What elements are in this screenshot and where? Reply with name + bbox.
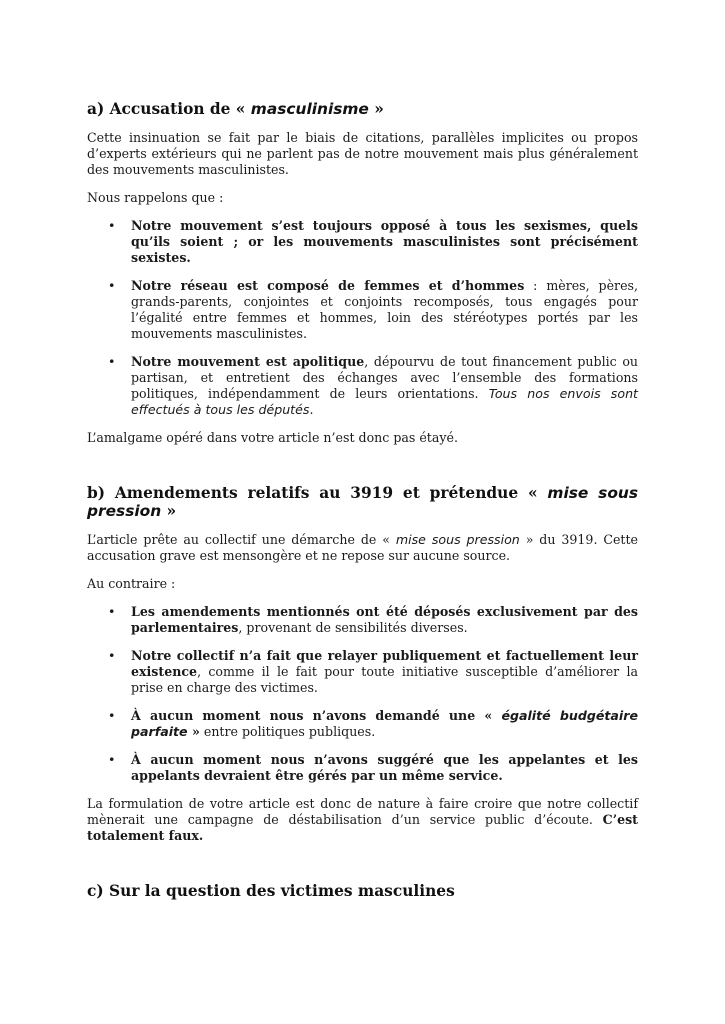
bullet-text: : mères, pères, grands-parents, conjointes et conjoints recomposés, tous engagés pour l’égalité entre femmes et hommes, loin des stéréotypes portés par les mouvements masculinistes. bbox=[131, 278, 638, 341]
bullet-bold-text: Notre mouvement s’est toujours opposé à tous les sexismes, quels qu’ils soient ; or les mouvements masculinistes sont précisément sexistes. bbox=[131, 218, 638, 265]
list-item bbox=[87, 354, 638, 418]
section-a-intro: Cette insinuation se fait par le biais de citations, parallèles implicites ou propos d’experts extérieurs qui ne parlent pas de notre mouvement mais plus généralement des mouvements masculinistes. bbox=[87, 130, 638, 177]
bullet-bold-text: Les amendements mentionnés ont été déposés exclusivement par des parlementaires bbox=[131, 604, 638, 635]
bullet-text-end: . bbox=[309, 402, 314, 417]
bullet-bold-italic-text: égalité budgétaire parfaite bbox=[131, 708, 638, 739]
bullet-text: entre politiques publiques. bbox=[199, 724, 376, 739]
list-item bbox=[87, 278, 638, 342]
list-item bbox=[87, 604, 638, 636]
list-item bbox=[87, 752, 638, 784]
bullet-bold-text: À aucun moment nous n’avons suggéré que les appelantes et les appelants devraient être gérés par un même service. bbox=[131, 752, 638, 783]
document-page bbox=[87, 100, 638, 912]
heading-text: a) Accusation de « bbox=[87, 100, 251, 118]
bullet-icon: • bbox=[108, 648, 116, 663]
bullet-bold-text: Notre collectif n’a fait que relayer publiquement et factuellement leur existence bbox=[131, 648, 638, 679]
section-a-bullet-list bbox=[87, 218, 638, 418]
heading-suffix: » bbox=[161, 502, 177, 520]
conclusion-text: La formulation de votre article est donc de nature à faire croire que notre collectif mènerait une campagne de déstabilisation d’un service public d’écoute. bbox=[87, 796, 638, 827]
bullet-bold-text: Notre réseau est composé de femmes et d’hommes bbox=[131, 278, 525, 293]
section-b-bullet-list bbox=[87, 604, 638, 784]
intro-text: L’article prête au collectif une démarche de « bbox=[87, 532, 396, 547]
heading-italic: mise sous pression bbox=[87, 484, 639, 520]
bullet-icon: • bbox=[108, 752, 116, 767]
section-spacer bbox=[87, 856, 638, 882]
bullet-icon: • bbox=[108, 218, 116, 233]
bullet-bold-end: » bbox=[187, 724, 200, 739]
list-item bbox=[87, 218, 638, 266]
bullet-bold-text: À aucun moment nous n’avons demandé une « bbox=[131, 708, 502, 723]
bullet-italic-text: Tous nos envois sont effectués à tous les députés bbox=[131, 386, 638, 417]
conclusion-bold: C’est totalement faux. bbox=[87, 812, 638, 843]
heading-text: c) Sur la question des victimes masculines bbox=[87, 882, 455, 900]
bullet-icon: • bbox=[108, 354, 116, 369]
intro-text-end: » du 3919. Cette accusation grave est mensongère et ne repose sur aucune source. bbox=[87, 532, 639, 563]
list-item bbox=[87, 708, 638, 740]
bullet-text: , comme il le fait pour toute initiative susceptible d’améliorer la prise en charge des victimes. bbox=[131, 664, 638, 695]
section-spacer bbox=[87, 458, 638, 484]
bullet-bold-text: Notre mouvement est apolitique bbox=[131, 354, 365, 369]
bullet-text: , provenant de sensibilités diverses. bbox=[238, 620, 468, 635]
section-b-conclusion bbox=[87, 796, 638, 844]
bullet-icon: • bbox=[108, 708, 116, 723]
heading-italic: masculinisme bbox=[250, 100, 369, 118]
section-c-heading bbox=[87, 882, 638, 900]
intro-italic: mise sous pression bbox=[395, 532, 520, 547]
section-a-lead: Nous rappelons que : bbox=[87, 190, 224, 205]
bullet-icon: • bbox=[108, 604, 116, 619]
section-a-heading bbox=[87, 100, 638, 118]
section-b-heading bbox=[87, 484, 638, 520]
section-b-intro bbox=[87, 532, 638, 564]
heading-suffix: » bbox=[368, 100, 384, 118]
list-item bbox=[87, 648, 638, 696]
section-b-lead: Au contraire : bbox=[87, 576, 176, 591]
bullet-text: , dépourvu de tout financement public ou partisan, et entretient des échanges avec l’ensemble des formations politiques, indépendamment de leurs orientations. bbox=[131, 354, 639, 401]
bullet-icon: • bbox=[108, 278, 116, 293]
section-a-conclusion: L’amalgame opéré dans votre article n’est donc pas étayé. bbox=[87, 430, 458, 445]
heading-text: b) Amendements relatifs au 3919 et prétendue « bbox=[87, 484, 548, 502]
